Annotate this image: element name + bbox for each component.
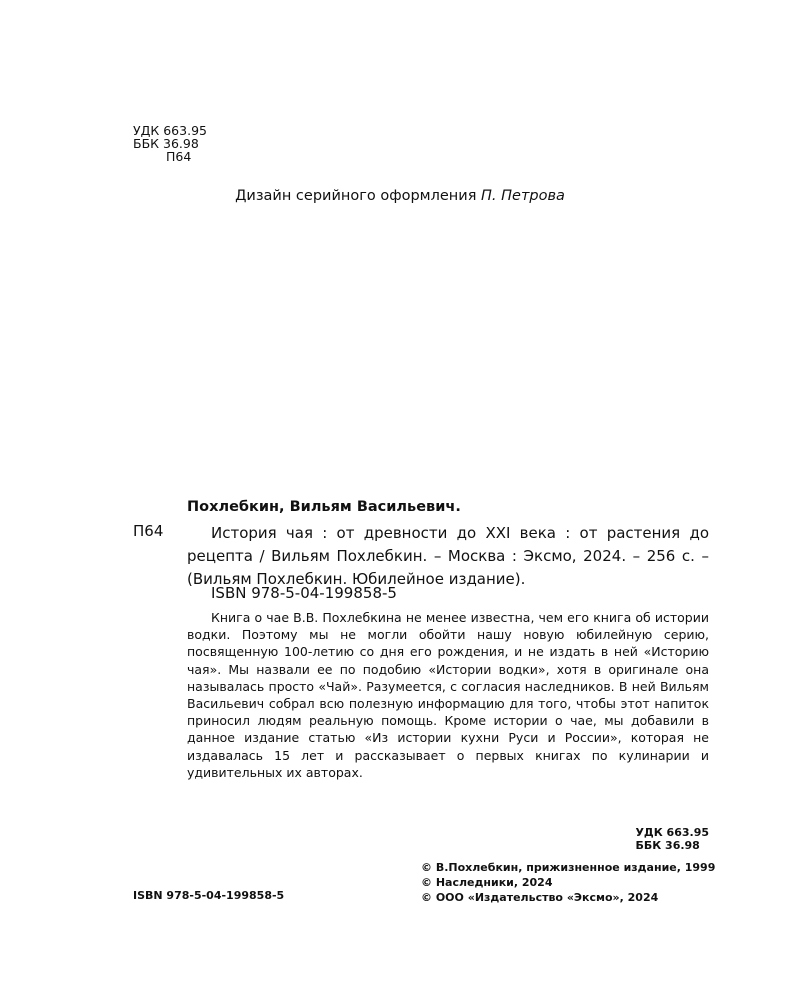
udk-code: УДК 663.95 xyxy=(133,123,207,138)
classification-codes xyxy=(133,124,207,163)
author-heading: Похлебкин, Вильям Васильевич. xyxy=(187,499,461,515)
copyright-line: © Наследники, 2024 xyxy=(421,876,553,889)
bbk-code: ББК 36.98 xyxy=(133,136,199,151)
designer-name: П. Петрова xyxy=(481,188,565,204)
annotation-text: Книга о чае В.В. Похлебкина не менее известна, чем его книга об истории водки. Поэтому мы не могли обойти нашу новую юбилейную серию, посвященную 100-летию со дня его рождения, и не издать в ней «Историю чая». Мы назвали ее по подобию «Истории водки», хотя в оригинале она называлась просто «Чай». Разумеется, с согласия наследников. В ней Вильям Васильевич собрал всю полезную информацию для того, чтобы этот напиток приносил людям реальную помощь. Кроме истории о чае, мы добавили в данное издание статью «Из истории кухни Руси и России», которая не издавалась 15 лет и рассказывает о первых книгах по кулинарии и удивительных их авторах. xyxy=(187,610,709,780)
catalog-code: П64 xyxy=(133,522,164,540)
bibliographic-description xyxy=(187,522,709,591)
udk-code-right: УДК 663.95 xyxy=(635,826,709,839)
bbk-code-right: ББК 36.98 xyxy=(635,839,700,852)
annotation xyxy=(187,609,709,781)
isbn-footer: ISBN 978-5-04-199858-5 xyxy=(133,889,285,902)
author-sign: П64 xyxy=(166,149,192,164)
design-credit-text: Дизайн серийного оформления xyxy=(235,188,482,204)
copyright-line: © ООО «Издательство «Эксмо», 2024 xyxy=(421,891,659,904)
isbn-main: ISBN 978-5-04-199858-5 xyxy=(211,584,397,602)
design-credit xyxy=(0,188,800,204)
bibliographic-text: История чая : от древности до XXI века : от растения до рецепта / Вильям Похлебкин. – Москва : Эксмо, 2024. – 256 с. – (Вильям Похлебкин. Юбилейное издание). xyxy=(187,524,709,588)
classification-codes-right xyxy=(635,826,709,852)
copyright-line: © В.Похлебкин, прижизненное издание, 1999 xyxy=(421,861,716,874)
copyright-block xyxy=(421,860,715,905)
